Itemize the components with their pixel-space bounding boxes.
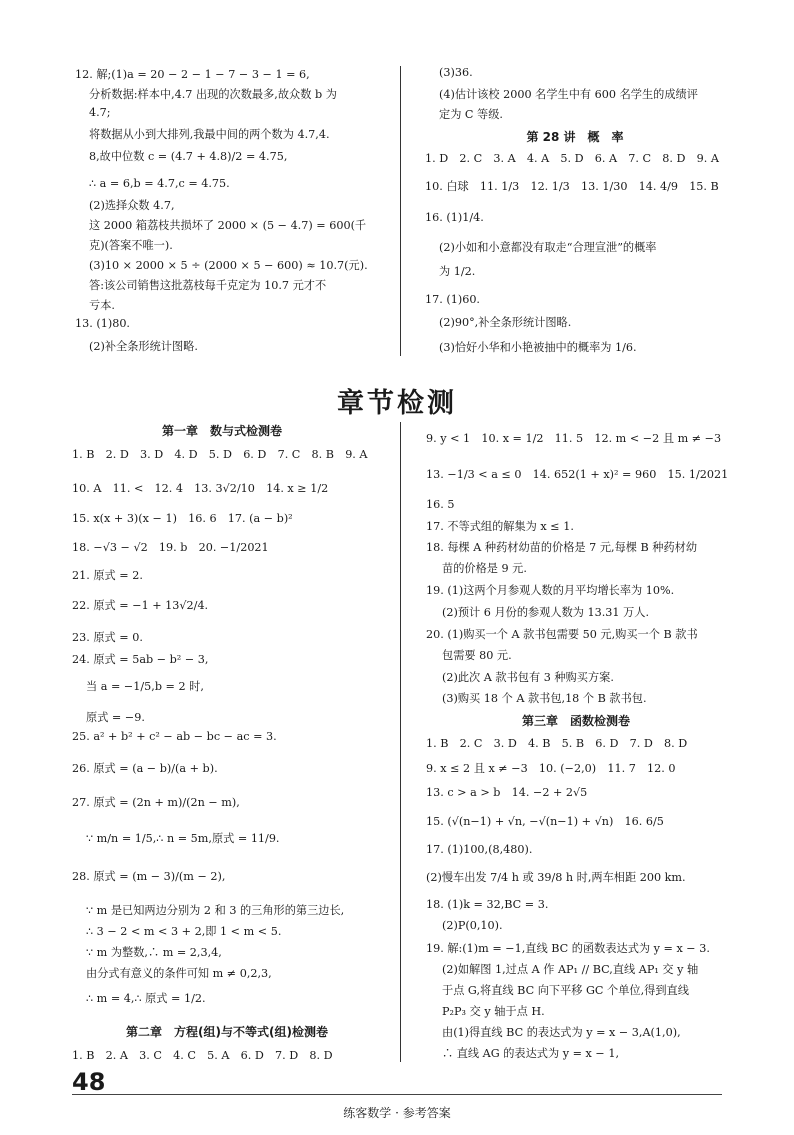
answer-line: 包需要 80 元.	[442, 649, 512, 662]
answer-line: 27. 原式 = (2n + m)/(2n − m),	[72, 796, 240, 809]
section-heading: 第三章 函数检测卷	[521, 714, 630, 728]
answer-line: 8,故中位数 c = (4.7 + 4.8)/2 = 4.75,	[89, 150, 288, 163]
answer-line: 21. 原式 = 2.	[72, 569, 143, 582]
answer-line: 18. −√3 − √2 19. b 20. −1/2021	[72, 541, 269, 554]
answer-line: ∴ 直线 AG 的表达式为 y = x − 1,	[442, 1047, 620, 1060]
answer-line: 亏本.	[89, 299, 115, 312]
answer-line: 定为 C 等级.	[439, 108, 503, 121]
answer-line: 这 2000 箱荔枝共损坏了 2000 × (5 − 4.7) = 600(千	[89, 219, 367, 232]
answer-line: (3)36.	[439, 66, 473, 79]
answer-line: 答:该公司销售这批荔枝每千克定为 10.7 元才不	[89, 279, 327, 292]
answer-line: (3)购买 18 个 A 款书包,18 个 B 款书包.	[442, 692, 647, 705]
answer-line: 17. (1)60.	[425, 293, 480, 306]
answer-line: ∴ a = 6,b = 4.7,c = 4.75.	[89, 177, 230, 190]
page-number: 48	[72, 1068, 106, 1096]
answer-line: 10. A 11. < 12. 4 13. 3√2/10 14. x ≥ 1/2	[72, 482, 329, 495]
column-divider	[400, 66, 401, 356]
answer-line: 18. (1)k = 32,BC = 3.	[426, 898, 549, 911]
answer-line: ∴ m = 4,∴ 原式 = 1/2.	[86, 992, 206, 1005]
answer-line: ∵ m/n = 1/5,∴ n = 5m,原式 = 11/9.	[86, 832, 280, 845]
answer-line: (2)预计 6 月份的参观人数为 13.31 万人.	[442, 606, 650, 619]
answer-line: 克)(答案不唯一).	[89, 239, 173, 252]
answer-line: 18. 每棵 A 种药材幼苗的价格是 7 元,每棵 B 种药材幼	[426, 541, 698, 554]
answer-line: 23. 原式 = 0.	[72, 631, 143, 644]
answer-line: 9. x ≤ 2 且 x ≠ −3 10. (−2,0) 11. 7 12. 0	[426, 762, 676, 775]
answer-line: 15. (√(n−1) + √n, −√(n−1) + √n) 16. 6/5	[426, 815, 664, 828]
answer-line: 9. y < 1 10. x = 1/2 11. 5 12. m < −2 且 m ≠ −3	[426, 432, 722, 445]
answer-line: 16. 5	[426, 498, 455, 511]
column-divider	[400, 422, 401, 1062]
answer-line: 28. 原式 = (m − 3)/(m − 2),	[72, 870, 226, 883]
answer-line: 为 1/2.	[439, 265, 476, 278]
answer-line: ∴ 3 − 2 < m < 3 + 2,即 1 < m < 5.	[86, 925, 282, 938]
answer-line: (4)估计该校 2000 名学生中有 600 名学生的成绩评	[439, 88, 698, 101]
answer-line: ∵ m 是已知两边分别为 2 和 3 的三角形的第三边长,	[86, 904, 345, 917]
answer-line: (2)补全条形统计图略.	[89, 340, 198, 353]
answer-line: 分析数据:样本中,4.7 出现的次数最多,故众数 b 为	[89, 88, 337, 101]
answer-line: (2)选择众数 4.7,	[89, 199, 175, 212]
answer-line: 1. B 2. A 3. C 4. C 5. A 6. D 7. D 8. D	[72, 1049, 333, 1062]
answer-line: 1. B 2. C 3. D 4. B 5. B 6. D 7. D 8. D	[426, 737, 688, 750]
answer-line: 22. 原式 = −1 + 13√2/4.	[72, 599, 209, 612]
answer-line: 19. (1)这两个月参观人数的月平均增长率为 10%.	[426, 584, 675, 597]
answer-line: 当 a = −1/5,b = 2 时,	[86, 680, 204, 693]
answer-line: 将数据从小到大排列,我最中间的两个数为 4.7,4.	[89, 128, 330, 141]
answer-line: 26. 原式 = (a − b)/(a + b).	[72, 762, 218, 775]
section-heading: 第 28 讲 概 率	[526, 130, 624, 144]
answer-line: 于点 G,将直线 BC 向下平移 GC 个单位,得到直线	[442, 984, 689, 997]
answer-line: 16. (1)1/4.	[425, 211, 484, 224]
answer-line: 由(1)得直线 BC 的表达式为 y = x − 3,A(1,0),	[442, 1026, 681, 1039]
section-heading: 第二章 方程(组)与不等式(组)检测卷	[126, 1025, 328, 1039]
answer-line: 1. D 2. C 3. A 4. A 5. D 6. A 7. C 8. D 9. A	[425, 152, 719, 165]
answer-line: 20. (1)购买一个 A 款书包需要 50 元,购买一个 B 款书	[426, 628, 698, 641]
answer-line: (2)此次 A 款书包有 3 种购买方案.	[442, 671, 614, 684]
answer-line: ∵ m 为整数,∴ m = 2,3,4,	[86, 946, 222, 959]
section-banner-title: 章节检测	[337, 388, 457, 419]
answer-line: (2)P(0,10).	[442, 919, 503, 932]
answer-line: (2)慢车出发 7/4 h 或 39/8 h 时,两车相距 200 km.	[426, 871, 686, 884]
answer-line: (3)10 × 2000 × 5 ÷ (2000 × 5 − 600) ≈ 10.7(元).	[89, 259, 368, 272]
answer-line: 25. a² + b² + c² − ab − bc − ac = 3.	[72, 730, 277, 743]
answer-line: (3)恰好小华和小艳被抽中的概率为 1/6.	[439, 341, 637, 354]
answer-line: 10. 白球 11. 1/3 12. 1/3 13. 1/30 14. 4/9 15. B	[425, 180, 719, 193]
answer-line: 17. (1)100,(8,480).	[426, 843, 533, 856]
answer-line: 13. c > a > b 14. −2 + 2√5	[426, 786, 588, 799]
answer-line: 17. 不等式组的解集为 x ≤ 1.	[426, 520, 574, 533]
answer-line: (2)如解图 1,过点 A 作 AP₁ // BC,直线 AP₁ 交 y 轴	[442, 963, 699, 976]
answer-line: (2)小如和小意都没有取走“合理宣泄”的概率	[439, 241, 657, 254]
answer-line: 13. (1)80.	[75, 317, 130, 330]
answer-line: P₂P₃ 交 y 轴于点 H.	[442, 1005, 545, 1018]
footer-text: 练客数学 · 参考答案	[343, 1106, 451, 1120]
footer-divider	[72, 1094, 722, 1095]
answer-line: 苗的价格是 9 元.	[442, 562, 527, 575]
answer-line: 19. 解:(1)m = −1,直线 BC 的函数表达式为 y = x − 3.	[426, 942, 710, 955]
answer-line: 原式 = −9.	[86, 711, 145, 724]
answer-line: 12. 解;(1)a = 20 − 2 − 1 − 7 − 3 − 1 = 6,	[75, 68, 310, 81]
answer-line: 24. 原式 = 5ab − b² − 3,	[72, 653, 209, 666]
answer-line: 13. −1/3 < a ≤ 0 14. 652(1 + x)² = 960 15. 1/2021	[426, 468, 729, 481]
answer-line: (2)90°,补全条形统计图略.	[439, 316, 572, 329]
answer-line: 15. x(x + 3)(x − 1) 16. 6 17. (a − b)²	[72, 512, 293, 525]
answer-line: 1. B 2. D 3. D 4. D 5. D 6. D 7. C 8. B 9. A	[72, 448, 368, 461]
answer-line: 4.7;	[89, 106, 111, 119]
answer-line: 由分式有意义的条件可知 m ≠ 0,2,3,	[86, 967, 272, 980]
section-heading: 第一章 数与式检测卷	[161, 424, 282, 438]
